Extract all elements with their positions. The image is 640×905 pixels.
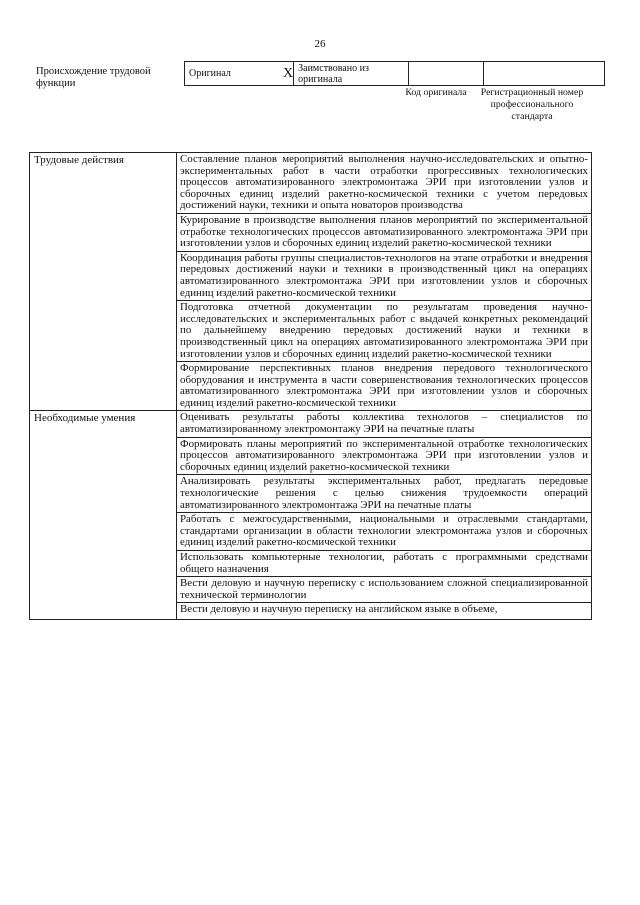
page-number: 26 bbox=[314, 38, 326, 50]
table-row: Координация работы группы специалистов-технологов на этапе отработки и внедрения передовых достижений науки и техники в производственный цикл на операциях автоматизированного электромонтажа ЭРИ при изготовлении узлов и сборочных единиц изделий ракетно-космической техники bbox=[177, 251, 592, 300]
table-row: Работать с межгосударственными, национальными и отраслевыми стандартами, стандартами организации в области технологии электромонтажа узлов и сборочных единиц изделий ракетно-космической техники bbox=[177, 513, 592, 551]
table-row: Подготовка отчетной документации по результатам проведения научно-исследовательских и экспериментальных работ с выдачей конкретных рекомендаций по дальнейшему внедрению передовых достижений науки и техники в производственный цикл на операциях автоматизированного электромонтажа ЭРИ при изготовлении узлов и сборочных единиц изделий ракетно-космической техники bbox=[177, 301, 592, 362]
code-cell bbox=[409, 62, 484, 86]
borrowed-cell: Заимствовано из оригинала bbox=[294, 62, 409, 86]
table-row: Оценивать результаты работы коллектива технологов – специалистов по автоматизированному электромонтажу ЭРИ на печатные платы bbox=[177, 411, 592, 437]
section-label-actions: Трудовые действия bbox=[30, 153, 177, 411]
table-row: Использовать компьютерные технологии, работать с программными средствами общего назначения bbox=[177, 551, 592, 577]
table-row: Курирование в производстве выполнения планов мероприятий по экспериментальной отработке технологических процессов автоматизированного электромонтажа ЭРИ при изготовлении узлов и сборочных единиц изделий ракетно-космической техники bbox=[177, 213, 592, 251]
section-label-skills: Необходимые умения bbox=[30, 411, 177, 620]
code-caption: Код оригинала bbox=[405, 87, 467, 98]
origin-label: Происхождение трудовой функции bbox=[36, 66, 151, 89]
table-row: Анализировать результаты экспериментальных работ, предлагать передовые технологические решения с целью снижения трудоемкости операций автоматизированного электромонтажа ЭРИ на печатные платы bbox=[177, 475, 592, 513]
reg-number-cell bbox=[484, 62, 605, 86]
original-cell: Оригинал bbox=[185, 62, 284, 86]
table-row: Формирование перспективных планов внедрения передового технологического оборудования и инструмента в части совершенствования технологических процессов автоматизированного электромонтажа ЭРИ при изготовлении узлов и сборочных единиц изделий ракетно-космической техники bbox=[177, 362, 592, 411]
table-row: Вести деловую и научную переписку с использованием сложной специализированной технической терминологии bbox=[177, 577, 592, 603]
original-mark: X bbox=[283, 62, 294, 86]
table-row: Составление планов мероприятий выполнения научно-исследовательских и опытно-экспериментальных работ в части отработки прогрессивных технологических процессов автоматизированного электромонтажа ЭРИ при изготовлении узлов и сборочных единиц изделий ракетно-космической техники с учетом передовых достижений науки, техники и опыта новаторов производства bbox=[177, 153, 592, 214]
reg-number-caption: Регистрационный номер профессионального стандарта bbox=[480, 87, 584, 122]
function-table bbox=[29, 152, 592, 620]
table-row: Вести деловую и научную переписку на английском языке в объеме, bbox=[177, 603, 592, 620]
origin-table bbox=[184, 61, 605, 86]
table-row: Формировать планы мероприятий по экспериментальной отработке технологических процессов автоматизированного электромонтажа ЭРИ при изготовлении узлов и сборочных единиц изделий ракетно-космической техники bbox=[177, 437, 592, 475]
